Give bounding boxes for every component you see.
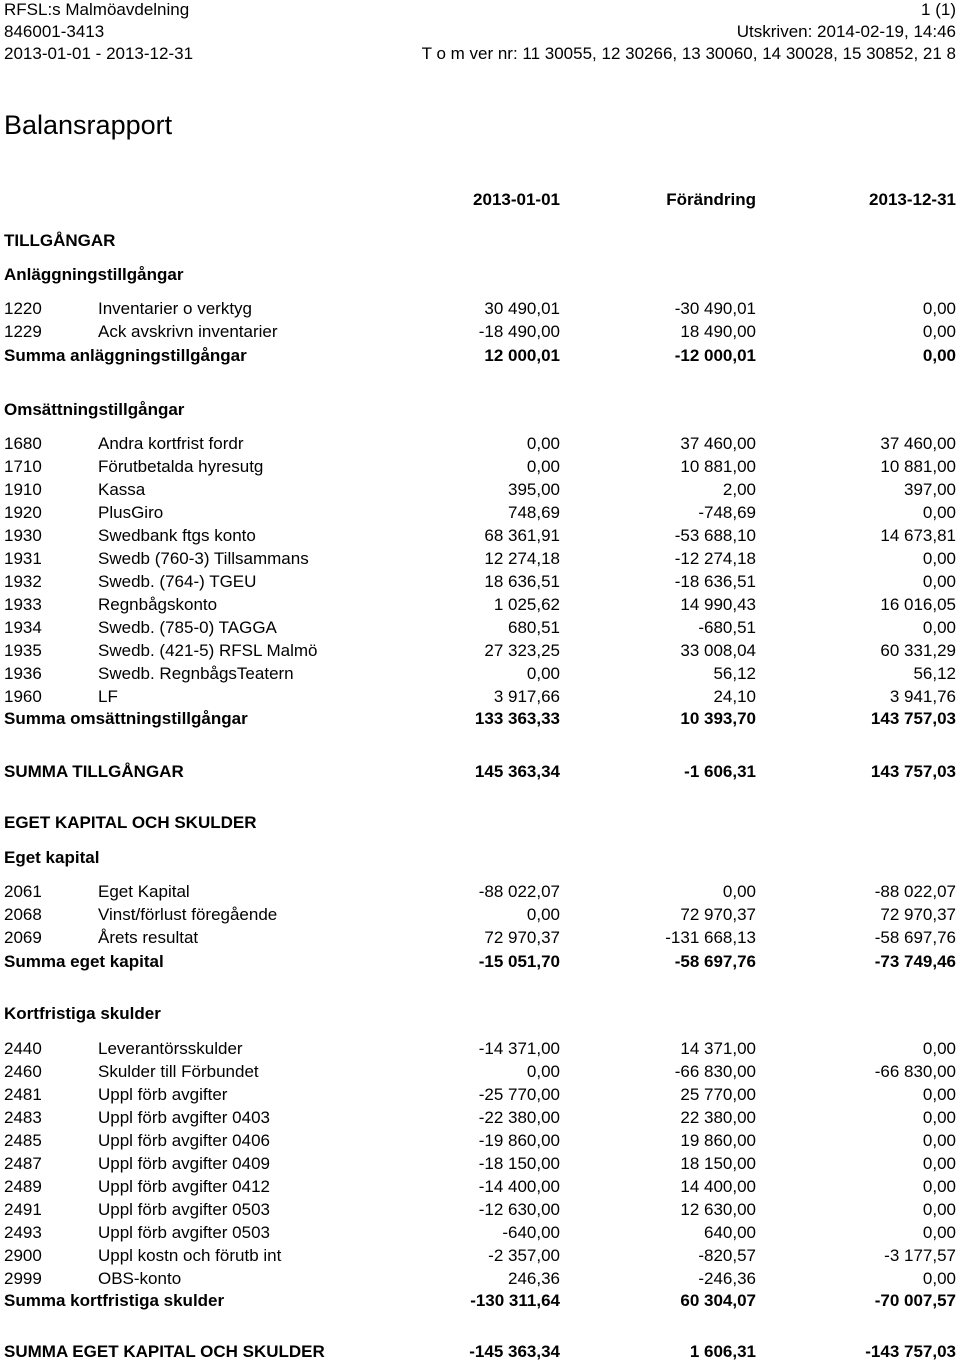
value-start: 0,00: [526, 1062, 560, 1081]
sum-label: Summa eget kapital: [4, 952, 164, 971]
column-header-end: 2013-12-31: [869, 190, 956, 209]
value-start: 68 361,91: [484, 526, 560, 545]
value-end: 0,00: [922, 1039, 956, 1058]
value-change: 37 460,00: [680, 434, 756, 453]
account-number: 2069: [4, 928, 42, 947]
value-end: 16 016,05: [880, 595, 956, 614]
table-row: [4, 593, 956, 616]
account-name: Swedb. RegnbågsTeatern: [98, 664, 294, 683]
org-name: RFSL:s Malmöavdelning: [4, 0, 190, 19]
account-name: Uppl förb avgifter 0503: [98, 1223, 270, 1242]
value-end: 0,00: [922, 549, 956, 568]
value-end: 37 460,00: [880, 434, 956, 453]
value-end: -88 022,07: [874, 882, 956, 901]
value-change: -246,36: [698, 1269, 756, 1288]
value-change: 640,00: [704, 1223, 756, 1242]
sum-start: 145 363,34: [474, 762, 560, 781]
value-start: 748,69: [508, 503, 560, 522]
value-start: 72 970,37: [484, 928, 560, 947]
account-name: Uppl kostn och förutb int: [98, 1246, 282, 1265]
value-change: -820,57: [698, 1246, 756, 1265]
account-number: 1933: [4, 595, 42, 614]
sum-label: SUMMA TILLGÅNGAR: [4, 762, 184, 781]
sum-label: Summa anläggningstillgångar: [4, 346, 247, 365]
value-change: -748,69: [698, 503, 756, 522]
value-end: 0,00: [922, 1131, 956, 1150]
account-number: 2483: [4, 1108, 42, 1127]
column-header-change: Förändring: [666, 190, 756, 209]
value-start: -25 770,00: [478, 1085, 560, 1104]
value-change: 14 990,43: [680, 595, 756, 614]
section-tillgangar: TILLGÅNGAR: [4, 231, 116, 250]
table-row: [4, 1129, 956, 1152]
account-number: 1931: [4, 549, 42, 568]
value-start: 3 917,66: [493, 687, 560, 706]
value-start: 18 636,51: [484, 572, 560, 591]
value-start: -14 400,00: [478, 1177, 560, 1196]
account-name: Kassa: [98, 480, 146, 499]
account-number: 2061: [4, 882, 42, 901]
value-change: 14 400,00: [680, 1177, 756, 1196]
sum-end: -73 749,46: [874, 952, 956, 971]
value-start: -14 371,00: [478, 1039, 560, 1058]
column-header-start: 2013-01-01: [473, 190, 560, 209]
account-number: 1960: [4, 687, 42, 706]
value-start: -18 150,00: [478, 1154, 560, 1173]
value-end: -58 697,76: [874, 928, 956, 947]
value-start: 27 323,25: [484, 641, 560, 660]
account-name: Uppl förb avgifter 0406: [98, 1131, 270, 1150]
value-start: 30 490,01: [484, 299, 560, 318]
account-name: Regnbågskonto: [98, 595, 218, 614]
sum-change: 60 304,07: [680, 1291, 756, 1310]
account-number: 1710: [4, 457, 42, 476]
account-number: 2491: [4, 1200, 42, 1219]
table-row: [4, 1037, 956, 1060]
sum-start: 12 000,01: [484, 346, 560, 365]
sum-row: [4, 950, 956, 973]
value-end: 0,00: [922, 618, 956, 637]
account-number: 1910: [4, 480, 42, 499]
table-row: [4, 1083, 956, 1106]
table-row: [4, 1198, 956, 1221]
value-change: 24,10: [713, 687, 756, 706]
account-number: 2487: [4, 1154, 42, 1173]
table-row: [4, 639, 956, 662]
value-start: 246,36: [508, 1269, 560, 1288]
table-row: [4, 570, 956, 593]
table-row: [4, 501, 956, 524]
account-number: 1932: [4, 572, 42, 591]
account-number: 2489: [4, 1177, 42, 1196]
account-name: Swedb. (764-) TGEU: [98, 572, 257, 591]
org-number: 846001-3413: [4, 22, 105, 41]
sum-end: -70 007,57: [874, 1291, 956, 1310]
sum-label: SUMMA EGET KAPITAL OCH SKULDER: [4, 1342, 325, 1361]
account-number: 2440: [4, 1039, 42, 1058]
sum-change: -12 000,01: [674, 346, 756, 365]
value-change: 0,00: [722, 882, 756, 901]
value-end: 0,00: [922, 572, 956, 591]
table-row: [4, 547, 956, 570]
account-name: PlusGiro: [98, 503, 164, 522]
value-start: -640,00: [502, 1223, 560, 1242]
value-end: 0,00: [922, 1085, 956, 1104]
account-number: 2900: [4, 1246, 42, 1265]
value-change: 18 490,00: [680, 322, 756, 341]
value-change: 33 008,04: [680, 641, 756, 660]
value-end: 0,00: [922, 503, 956, 522]
section-kortfristiga: Kortfristiga skulder: [4, 1004, 161, 1023]
sum-label: Summa omsättningstillgångar: [4, 709, 248, 728]
table-row: [4, 903, 956, 926]
value-start: 395,00: [508, 480, 560, 499]
version-numbers: T o m ver nr: 11 30055, 12 30266, 13 30060, 14 30028, 15 30852, 21 8: [421, 44, 956, 63]
sum-change: 1 606,31: [689, 1342, 756, 1361]
sum-start: -130 311,64: [470, 1291, 560, 1310]
table-row: [4, 1244, 956, 1267]
value-change: 18 150,00: [680, 1154, 756, 1173]
section-eget-kapital: Eget kapital: [4, 848, 100, 867]
account-name: Uppl förb avgifter 0409: [98, 1154, 270, 1173]
account-name: Inventarier o verktyg: [98, 299, 253, 318]
value-change: 72 970,37: [680, 905, 756, 924]
value-end: 0,00: [922, 1154, 956, 1173]
account-name: Andra kortfrist fordr: [98, 434, 244, 453]
sum-change: -58 697,76: [674, 952, 756, 971]
value-change: 14 371,00: [680, 1039, 756, 1058]
value-change: 25 770,00: [680, 1085, 756, 1104]
sum-start: 133 363,33: [474, 709, 560, 728]
account-number: 1920: [4, 503, 42, 522]
account-name: Eget Kapital: [98, 882, 190, 901]
account-number: 1934: [4, 618, 42, 637]
account-name: Swedb. (785-0) TAGGA: [98, 618, 277, 637]
account-name: Swedb (760-3) Tillsammans: [98, 549, 309, 568]
page-number: 1 (1): [921, 0, 956, 19]
table-row: [4, 297, 956, 320]
period: 2013-01-01 - 2013-12-31: [4, 44, 194, 63]
value-change: 2,00: [722, 480, 756, 499]
account-number: 1220: [4, 299, 42, 318]
value-start: -19 860,00: [478, 1131, 560, 1150]
account-name: LF: [98, 687, 118, 706]
printed-date: Utskriven: 2014-02-19, 14:46: [736, 22, 956, 41]
table-row: [4, 1106, 956, 1129]
value-change: -18 636,51: [674, 572, 756, 591]
value-end: 3 941,76: [889, 687, 956, 706]
table-row: [4, 1267, 956, 1290]
sum-end: 143 757,03: [870, 762, 956, 781]
column-headers: [4, 188, 956, 212]
table-row: [4, 1060, 956, 1083]
account-number: 2999: [4, 1269, 42, 1288]
account-name: Skulder till Förbundet: [98, 1062, 259, 1081]
sum-label: Summa kortfristiga skulder: [4, 1291, 225, 1310]
account-name: Uppl förb avgifter 0412: [98, 1177, 270, 1196]
value-change: -680,51: [698, 618, 756, 637]
value-end: -66 830,00: [874, 1062, 956, 1081]
sum-row: [4, 1340, 956, 1363]
table-row: [4, 1221, 956, 1244]
header-line-2: [4, 22, 956, 45]
value-change: 10 881,00: [680, 457, 756, 476]
section-eget-kapital-och-skulder: EGET KAPITAL OCH SKULDER: [4, 813, 257, 832]
account-name: Ack avskrivn inventarier: [98, 322, 278, 341]
sum-row: [4, 760, 956, 783]
account-name: Uppl förb avgifter 0403: [98, 1108, 270, 1127]
value-start: -12 630,00: [478, 1200, 560, 1219]
account-number: 1930: [4, 526, 42, 545]
value-change: 19 860,00: [680, 1131, 756, 1150]
value-start: -2 357,00: [488, 1246, 560, 1265]
account-name: Förutbetalda hyresutg: [98, 457, 264, 476]
value-start: 1 025,62: [493, 595, 560, 614]
value-start: 0,00: [526, 664, 560, 683]
value-start: -88 022,07: [478, 882, 560, 901]
value-end: 0,00: [922, 1223, 956, 1242]
account-number: 2493: [4, 1223, 42, 1242]
table-row: [4, 524, 956, 547]
table-row: [4, 455, 956, 478]
sum-change: 10 393,70: [680, 709, 756, 728]
sum-start: -15 051,70: [478, 952, 560, 971]
value-end: 0,00: [922, 322, 956, 341]
account-name: Swedbank ftgs konto: [98, 526, 256, 545]
sum-row: [4, 707, 956, 730]
value-start: 680,51: [508, 618, 560, 637]
table-row: [4, 616, 956, 639]
account-name: Vinst/förlust föregående: [98, 905, 278, 924]
value-start: 0,00: [526, 434, 560, 453]
table-row: [4, 926, 956, 949]
table-row: [4, 320, 956, 343]
table-row: [4, 685, 956, 708]
account-number: 1229: [4, 322, 42, 341]
account-name: Årets resultat: [98, 928, 199, 947]
account-number: 2485: [4, 1131, 42, 1150]
page-title: Balansrapport: [4, 110, 173, 140]
value-start: 0,00: [526, 905, 560, 924]
account-name: Swedb. (421-5) RFSL Malmö: [98, 641, 318, 660]
value-end: 397,00: [904, 480, 956, 499]
account-name: Uppl förb avgifter: [98, 1085, 228, 1104]
value-change: -30 490,01: [674, 299, 756, 318]
value-end: 0,00: [922, 1108, 956, 1127]
value-end: 14 673,81: [880, 526, 956, 545]
value-end: 60 331,29: [880, 641, 956, 660]
value-start: 12 274,18: [484, 549, 560, 568]
section-omsattning: Omsättningstillgångar: [4, 400, 185, 419]
table-row: [4, 478, 956, 501]
account-number: 1935: [4, 641, 42, 660]
account-number: 2068: [4, 905, 42, 924]
value-end: 0,00: [922, 1200, 956, 1219]
table-row: [4, 1175, 956, 1198]
value-start: -22 380,00: [478, 1108, 560, 1127]
table-row: [4, 432, 956, 455]
value-end: 0,00: [922, 1177, 956, 1196]
table-row: [4, 1152, 956, 1175]
value-change: -66 830,00: [674, 1062, 756, 1081]
account-name: OBS-konto: [98, 1269, 182, 1288]
sum-end: -143 757,03: [865, 1342, 956, 1361]
table-row: [4, 662, 956, 685]
account-number: 2460: [4, 1062, 42, 1081]
value-start: 0,00: [526, 457, 560, 476]
section-anlaggning: Anläggningstillgångar: [4, 265, 184, 284]
value-end: 72 970,37: [880, 905, 956, 924]
value-start: -18 490,00: [478, 322, 560, 341]
value-change: 12 630,00: [680, 1200, 756, 1219]
value-end: 0,00: [922, 1269, 956, 1288]
value-end: 56,12: [913, 664, 956, 683]
account-name: Leverantörsskulder: [98, 1039, 243, 1058]
sum-row: [4, 344, 956, 367]
table-row: [4, 880, 956, 903]
value-change: -53 688,10: [674, 526, 756, 545]
value-end: 10 881,00: [880, 457, 956, 476]
sum-end: 0,00: [922, 346, 956, 365]
sum-change: -1 606,31: [684, 762, 756, 781]
value-change: 22 380,00: [680, 1108, 756, 1127]
value-change: -12 274,18: [674, 549, 756, 568]
account-number: 1936: [4, 664, 42, 683]
account-number: 1680: [4, 434, 42, 453]
sum-start: -145 363,34: [469, 1342, 560, 1361]
value-change: 56,12: [713, 664, 756, 683]
value-end: 0,00: [922, 299, 956, 318]
header-line-3: [4, 44, 956, 67]
value-change: -131 668,13: [665, 928, 756, 947]
value-end: -3 177,57: [884, 1246, 956, 1265]
account-number: 2481: [4, 1085, 42, 1104]
sum-row: [4, 1289, 956, 1312]
sum-end: 143 757,03: [870, 709, 956, 728]
account-name: Uppl förb avgifter 0503: [98, 1200, 270, 1219]
header-line-1: [4, 0, 956, 23]
